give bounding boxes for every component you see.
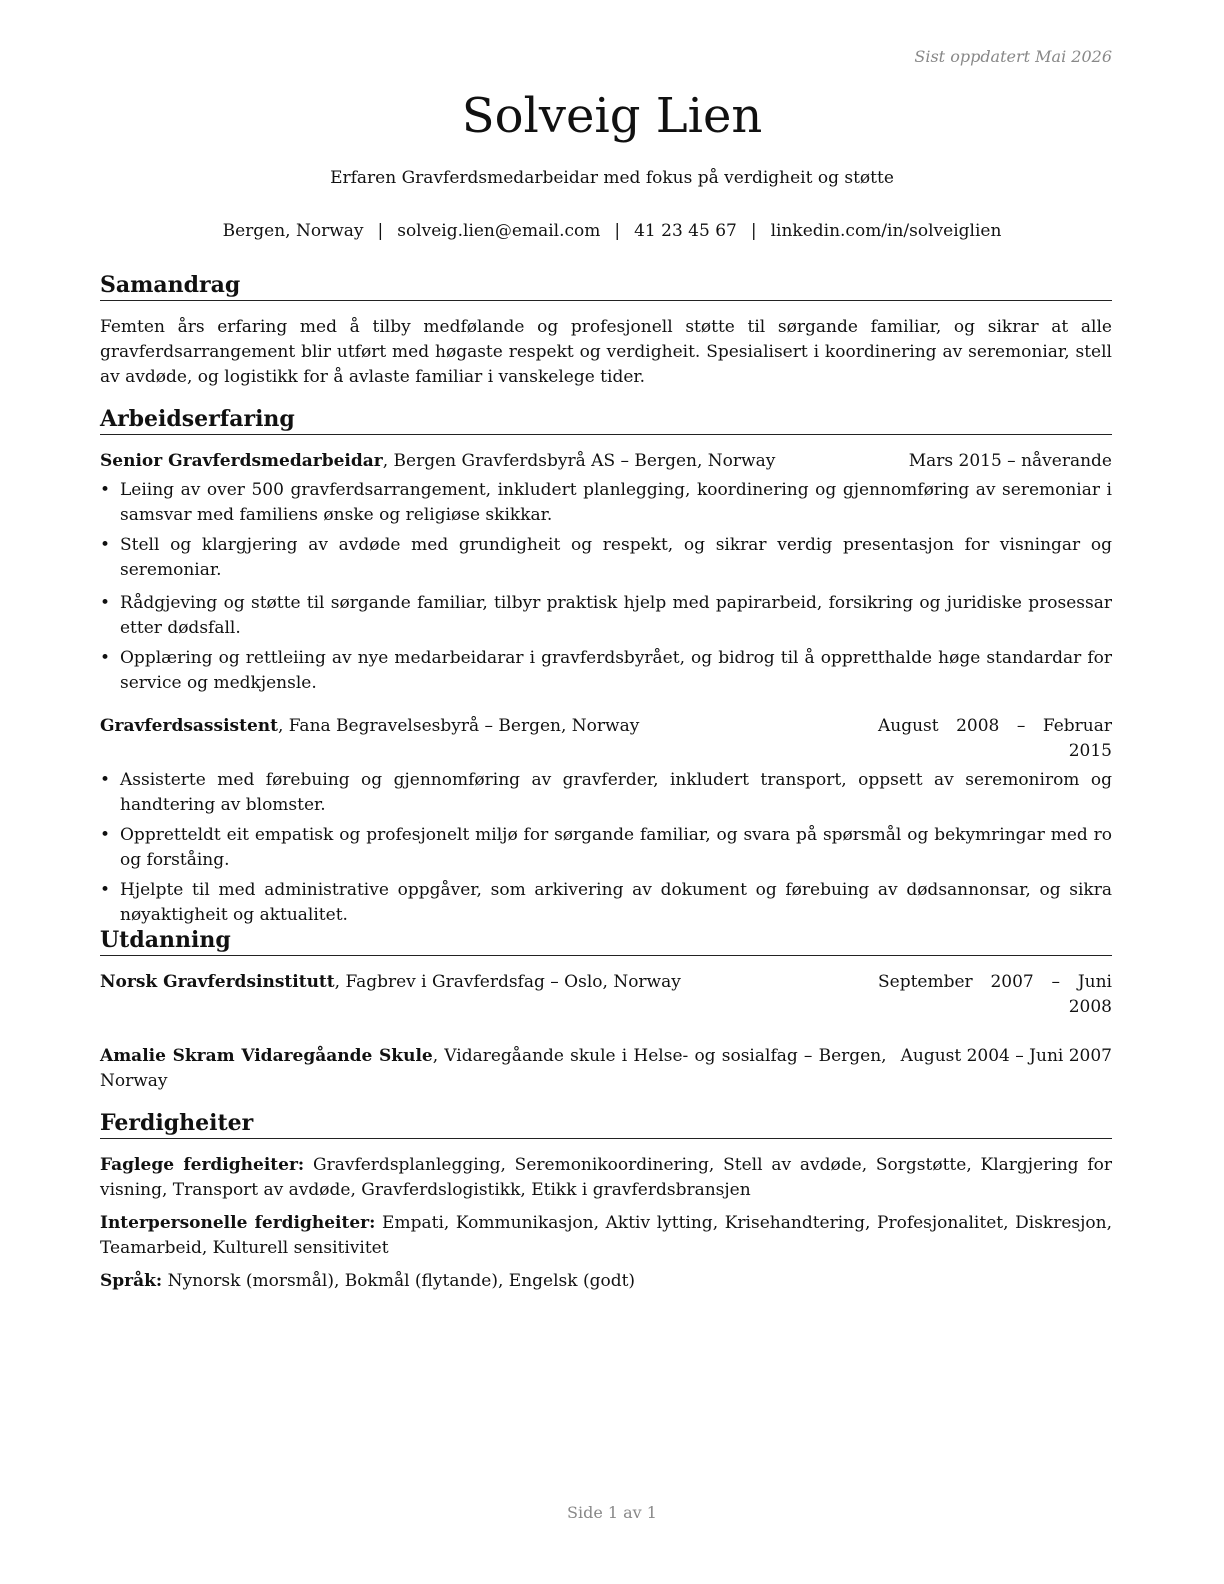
job-org: , Bergen Gravferdsbyrå AS – Bergen, Norway [382, 451, 776, 471]
school-name: Norsk Gravferdsinstitutt [100, 972, 335, 992]
job-role: Gravferdsassistent [100, 716, 278, 736]
section-title-experience: Arbeidserfaring [100, 405, 1112, 435]
headline: Erfaren Gravferdsmedarbeidar med fokus på verdigheit og støtte [330, 168, 894, 188]
skills-section [100, 1109, 1112, 1302]
summary-text: Femten års erfaring med å tilby medfølande og profesjonell støtte til sørgande familiar, og sikrar at alle gravferdsarrangement blir utført med høgaste respekt og verdigheit. Spesialisert i koordinering av seremoniar, stell av avdøde, og logistikk for å avlaste familiar i vanskelege tider. [100, 317, 1112, 387]
section-title-skills: Ferdigheiter [100, 1109, 1112, 1139]
summary-section [100, 271, 1112, 390]
job-dates: Mars 2015 – nåverande [908, 451, 1112, 471]
education-entry [100, 970, 1112, 1020]
skill-text: Nynorsk (morsmål), Bokmål (flytande), Engelsk (godt) [162, 1271, 636, 1291]
skill-line [100, 1211, 1112, 1261]
list-item: • Assisterte med førebuing og gjennomføring av gravferder, inkludert transport, oppsett av seremonirom og handtering av blomster. [120, 768, 1112, 818]
education-detail: , Vidaregåande skule i Helse- og sosialfag – Bergen, Norway [100, 1046, 887, 1091]
education-title-line [100, 970, 878, 995]
skill-label: Språk: [100, 1271, 163, 1291]
experience-section [100, 405, 1112, 933]
contact-location: Bergen, Norway [222, 221, 364, 241]
list-item: • Opplæring og rettleiing av nye medarbeidarar i gravferdsbyrået, og bidrog til å oppretthalde høge standardar for service og medkjensle. [120, 646, 1112, 696]
skill-line [100, 1153, 1112, 1203]
separator: | [377, 221, 384, 241]
list-item: • Oppretteldt eit empatisk og profesjonelt miljø for sørgande familiar, og svara på spørsmål og bekymringar med ro og forståing. [120, 823, 1112, 873]
separator: | [614, 221, 621, 241]
separator: | [750, 221, 757, 241]
list-item: • Leiing av over 500 gravferdsarrangement, inkludert planlegging, koordinering og gjennomføring av seremoniar i samsvar med familiens ønske og religiøse skikkar. [120, 478, 1112, 528]
page-number: Side 1 av 1 [567, 1503, 657, 1522]
job-bullets [100, 768, 1112, 928]
job-entry [100, 449, 1112, 696]
school-name: Amalie Skram Vidaregåande Skule [100, 1046, 433, 1066]
skill-label: Faglege ferdigheiter: [100, 1155, 305, 1175]
skill-line [100, 1269, 1112, 1294]
job-org: , Fana Begravelsesbyrå – Bergen, Norway [277, 716, 640, 736]
job-bullets [100, 478, 1112, 696]
job-title-line [100, 449, 909, 474]
list-item: • Rådgjeving og støtte til sørgande familiar, tilbyr praktisk hjelp med papirarbeid, forsikring og juridiske prosessar etter dødsfall. [120, 591, 1112, 641]
skill-label: Interpersonelle ferdigheiter: [100, 1213, 376, 1233]
skill-text: Gravferdsplanlegging, Seremonikoordinering, Stell av avdøde, Sorgstøtte, Klargjering for visning, Transport av avdøde, Gravferdslogistikk, Etikk i gravferdsbransjen [100, 1155, 1112, 1200]
contact-line [0, 219, 1224, 244]
list-item: • Stell og klargjering av avdøde med grundigheit og respekt, og sikrar verdig presentasjon for visningar og seremoniar. [120, 533, 1112, 583]
education-detail: , Fagbrev i Gravferdsfag – Oslo, Norway [334, 972, 681, 992]
candidate-name: Solveig Lien [461, 88, 763, 144]
section-title-summary: Samandrag [100, 271, 1112, 301]
education-section [100, 926, 1112, 1094]
job-entry [100, 714, 1112, 928]
contact-linkedin[interactable]: linkedin.com/in/solveiglien [770, 221, 1002, 241]
job-header [100, 449, 1112, 474]
education-dates: August 2004 – Juni 2007 [900, 1046, 1112, 1066]
last-updated: Sist oppdatert Mai 2026 [914, 47, 1112, 66]
education-dates: September 2007 – Juni 2008 [878, 972, 1112, 1017]
section-title-education: Utdanning [100, 926, 1112, 956]
skill-text: Empati, Kommunikasjon, Aktiv lytting, Krisehandtering, Profesjonalitet, Diskresjon, Teamarbeid, Kulturell sensitivitet [100, 1213, 1112, 1258]
list-item: • Hjelpte til med administrative oppgåver, som arkivering av dokument og førebuing av dødsannonsar, og sikra nøyaktigheit og aktualitet. [120, 878, 1112, 928]
contact-email[interactable]: solveig.lien@email.com [397, 221, 601, 241]
education-title-line [100, 1044, 901, 1094]
job-title-line [100, 714, 878, 739]
education-entry [100, 1044, 1112, 1094]
job-header [100, 714, 1112, 764]
contact-phone[interactable]: 41 23 45 67 [634, 221, 737, 241]
job-dates: August 2008 – Februar 2015 [878, 716, 1112, 761]
job-role: Senior Gravferdsmedarbeidar [100, 451, 383, 471]
